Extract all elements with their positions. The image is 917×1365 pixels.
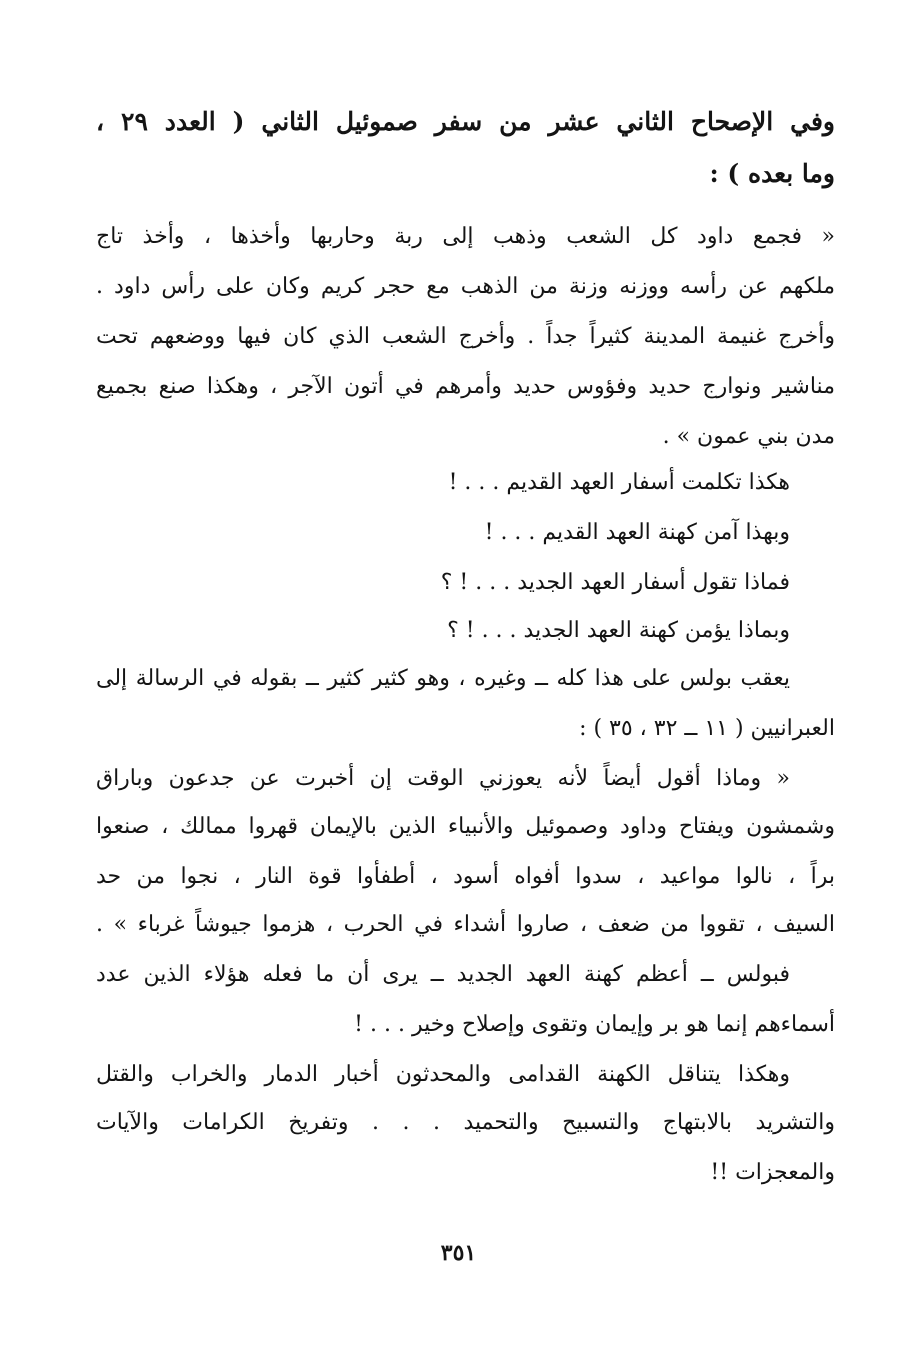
verse-line: وبماذا يؤمن كهنة العهد الجديد . . . ! ؟ bbox=[447, 618, 790, 643]
paragraph-line: يعقب بولس على هذا كله ــ وغيره ، وهو كثير كثير ــ بقوله في الرسالة إلى bbox=[96, 666, 790, 691]
paragraph-line: فبولس ــ أعظم كهنة العهد الجديد ــ يرى أن ما فعله هؤلاء الذين عدد bbox=[96, 962, 790, 987]
verse-line: وبهذا آمن كهنة العهد القديم . . . ! bbox=[484, 520, 790, 545]
paragraph-line: وهكذا يتناقل الكهنة القدامى والمحدثون أخبار الدمار والخراب والقتل bbox=[96, 1062, 790, 1087]
quote-line: « وماذا أقول أيضاً لأنه يعوزني الوقت إن أخبرت عن جدعون وباراق bbox=[96, 766, 790, 791]
quote-line: وشمشون ويفتاح وداود وصموئيل والأنبياء الذين بالإيمان قهروا ممالك ، صنعوا bbox=[96, 814, 835, 839]
paragraph-line: والمعجزات !! bbox=[710, 1160, 835, 1185]
verse-line: فماذا تقول أسفار العهد الجديد . . . ! ؟ bbox=[440, 570, 790, 595]
quote-line: « فجمع داود كل الشعب وذهب إلى ربة وحاربها وأخذها ، وأخذ تاج bbox=[96, 224, 835, 249]
quote-line: مناشير ونوارج حديد وفؤوس حديد وأمرهم في أتون الآجر ، وهكذا صنع بجميع bbox=[96, 374, 835, 399]
verse-line: هكذا تكلمت أسفار العهد القديم . . . ! bbox=[448, 470, 790, 495]
section-heading-line-1: وفي الإصحاح الثاني عشر من سفر صموئيل الثاني ( العدد ٢٩ ، bbox=[96, 107, 835, 136]
quote-line: مدن بني عمون » . bbox=[662, 424, 835, 449]
quote-line: السيف ، تقووا من ضعف ، صاروا أشداء في الحرب ، هزموا جيوشاً غرباء » . bbox=[96, 912, 835, 937]
quote-line: ملكهم عن رأسه ووزنه وزنة من الذهب مع حجر كريم وكان على رأس داود . bbox=[96, 274, 835, 299]
page-number: ٣٥١ bbox=[440, 1240, 477, 1266]
section-heading-line-2: وما بعده ) : bbox=[709, 159, 835, 188]
paragraph-line: والتشريد بالابتهاج والتسبيح والتحميد . . . وتفريخ الكرامات والآيات bbox=[96, 1110, 835, 1135]
paragraph-line: العبرانيين ( ١١ ــ ٣٢ ، ٣٥ ) : bbox=[579, 716, 835, 741]
paragraph-line: أسماءهم إنما هو بر وإيمان وتقوى وإصلاح وخير . . . ! bbox=[354, 1012, 835, 1037]
quote-line: براً ، نالوا مواعيد ، سدوا أفواه أسود ، أطفأوا قوة النار ، نجوا من حد bbox=[96, 864, 835, 889]
quote-line: وأخرج غنيمة المدينة كثيراً جداً . وأخرج الشعب الذي كان فيها ووضعهم تحت bbox=[96, 324, 835, 349]
